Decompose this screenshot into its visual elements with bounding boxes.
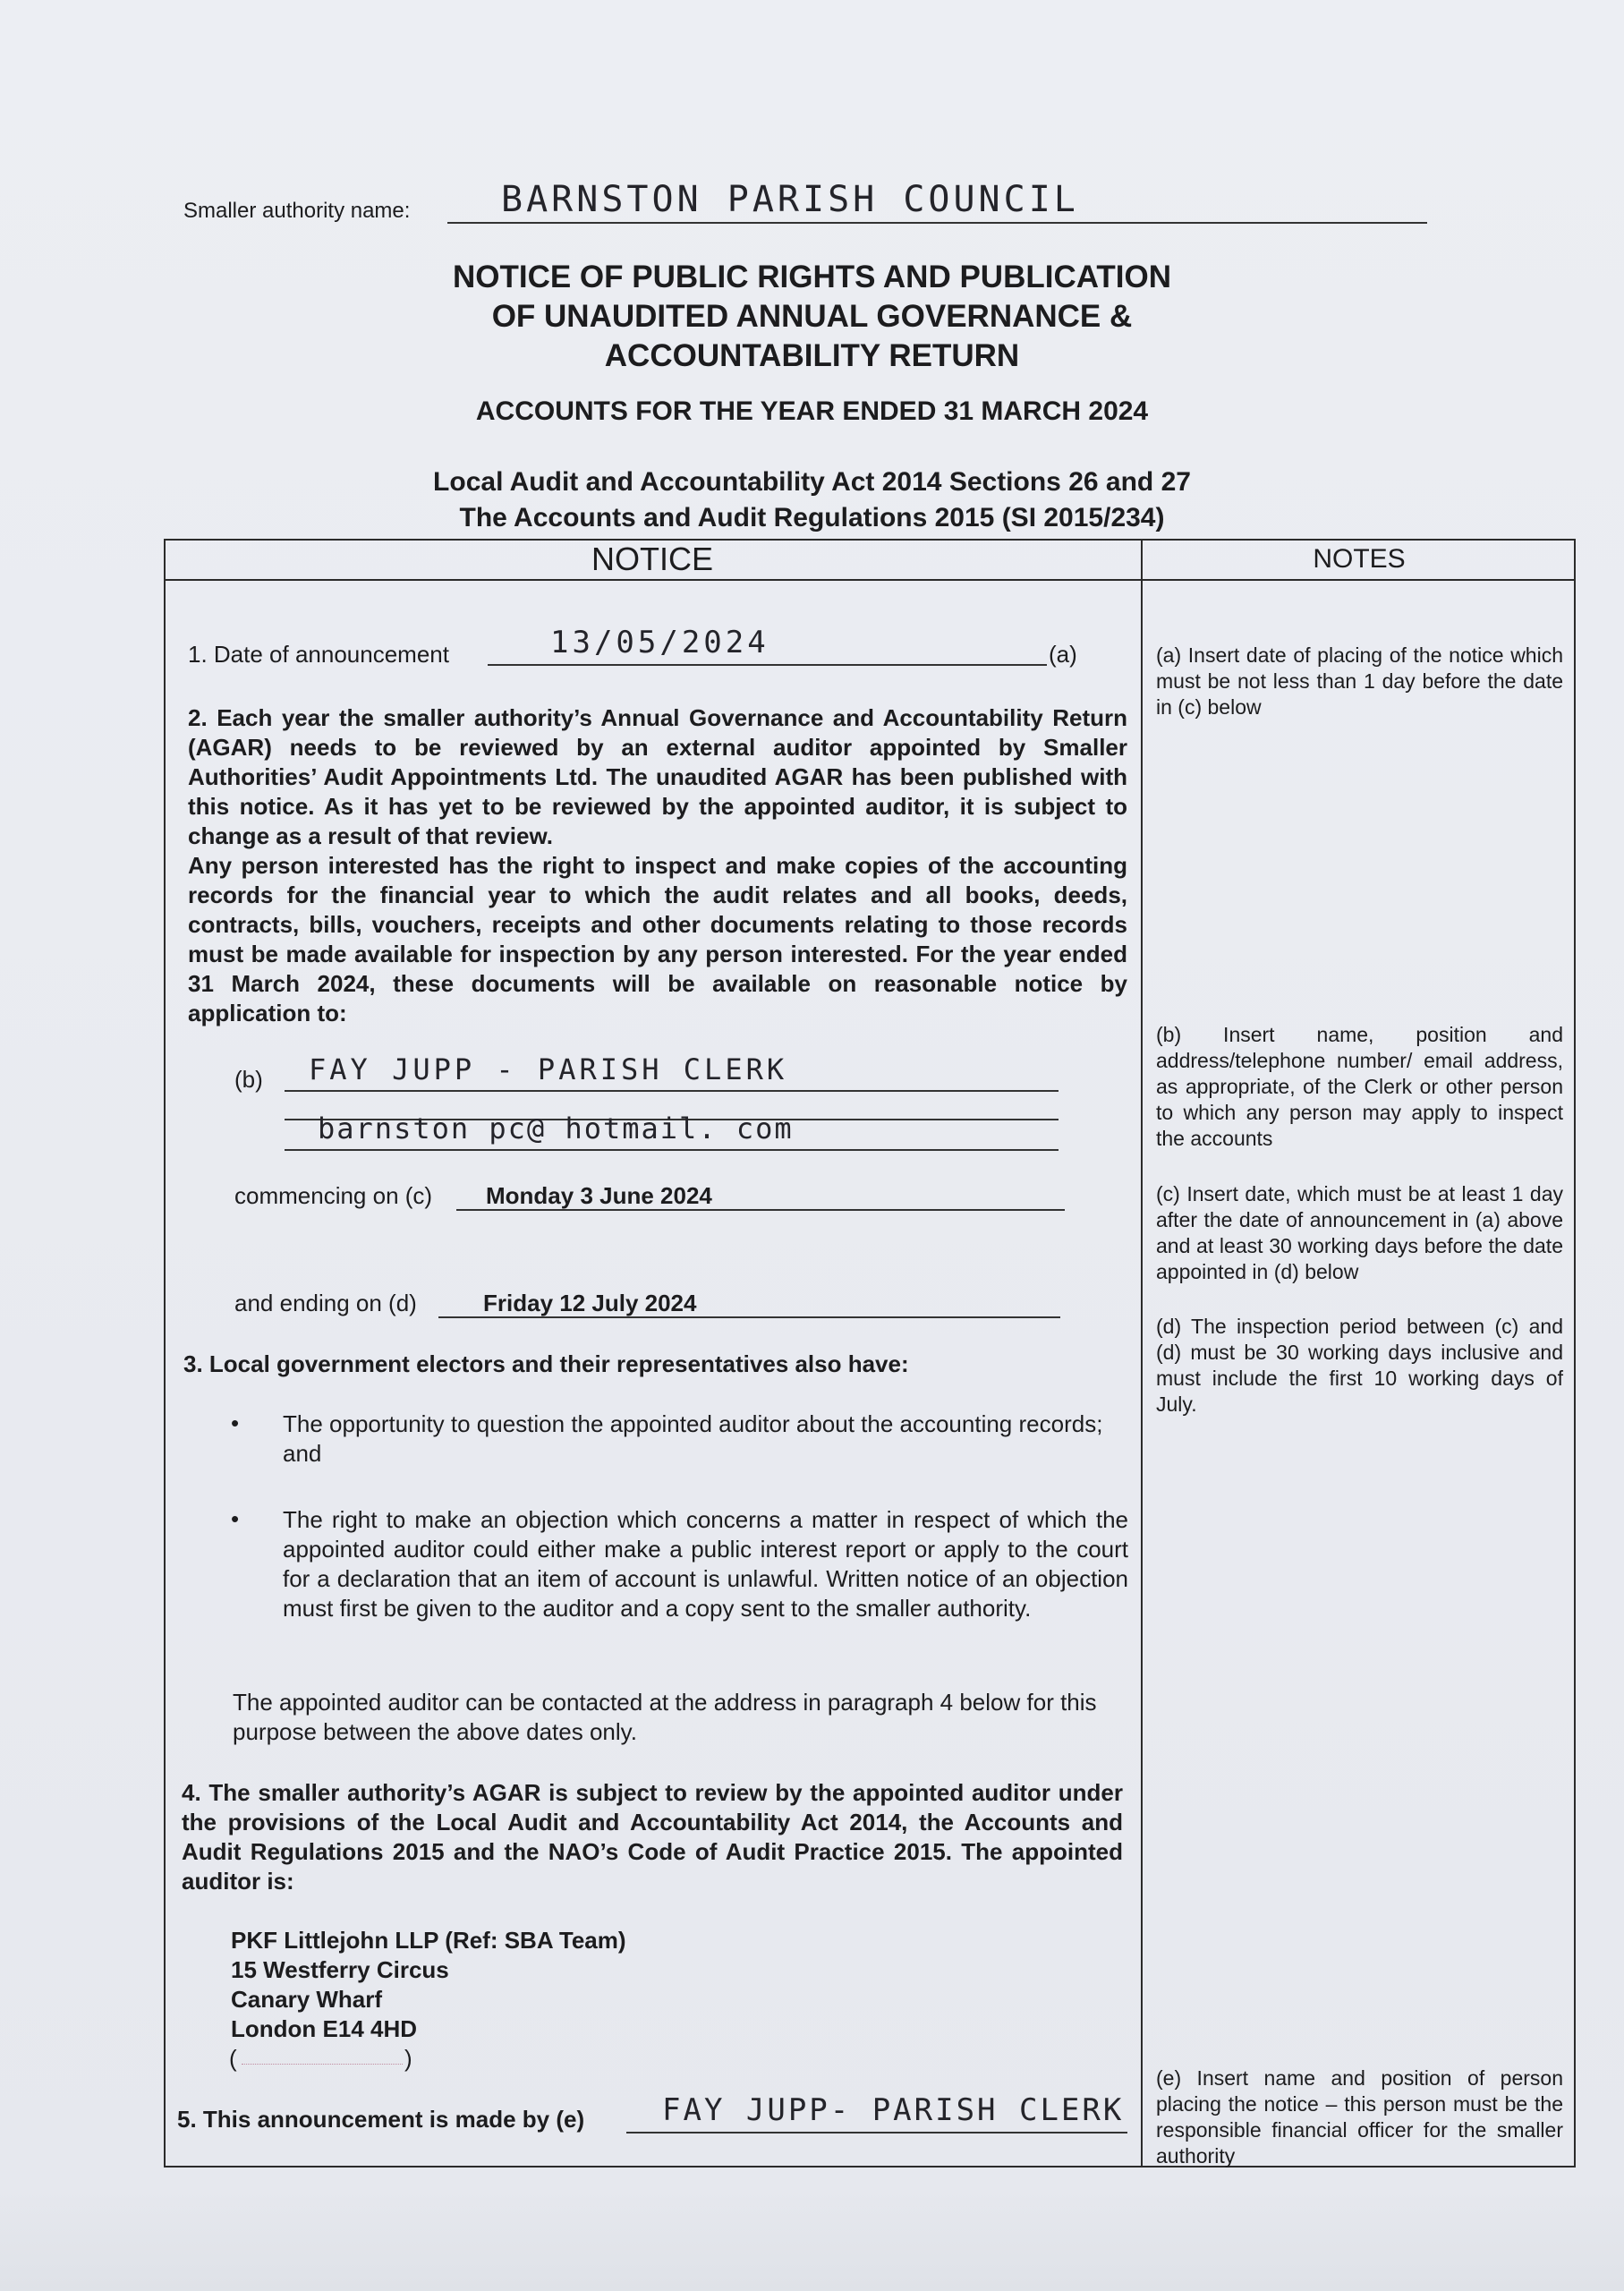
- clerk-email-handwritten: barnston pc@ hotmail. com: [318, 1111, 794, 1146]
- auditor-address-4: London E14 4HD: [231, 2015, 418, 2042]
- auditor-address-close-paren: ): [404, 2045, 412, 2072]
- auditor-address-open-paren: (: [229, 2045, 237, 2072]
- notice-column-header: NOTICE: [591, 541, 713, 577]
- date-underline: [488, 664, 1047, 666]
- section-2-paragraph-2: Any person interested has the right to inspect and make copies of the accounting records for the financial year to which the audit relates and all books, deeds, contracts, bills, vouchers, receipts and other documents relating to those records must be made available for inspection by any person interested. For the year ended 31 March 2024, these documents will be available on reasonable notice by application to:: [188, 852, 1127, 1026]
- note-d: (d) The inspection period between (c) and (d) must be 30 working days inclusive and must include the first 10 working days of July.: [1156, 1315, 1563, 1416]
- note-e: (e) Insert name and position of person placing the notice – this person must be the responsible financial officer for the smaller authority: [1156, 2066, 1563, 2168]
- announcement-date-handwritten: 13/05/2024: [550, 625, 769, 660]
- bullet-1-marker: •: [231, 1410, 240, 1436]
- section-3-heading: 3. Local government electors and their representatives also have:: [183, 1350, 909, 1377]
- section-3-bullet-2: The right to make an objection which concerns a matter in respect of which the appointed auditor could either make a public interest report or apply to the court for a declaration that an item of account is unlawful. Written notice of an objection must first be given to the auditor and a copy sent to the smaller authority.: [283, 1506, 1128, 1622]
- accounts-subtitle: ACCOUNTS FOR THE YEAR ENDED 31 MARCH 2024: [475, 396, 1149, 426]
- title-line-1: NOTICE OF PUBLIC RIGHTS AND PUBLICATION: [452, 260, 1172, 294]
- note-a: (a) Insert date of placing of the notice which must be not less than 1 day before the date in (c) below: [1156, 643, 1563, 719]
- act-reference-2: The Accounts and Audit Regulations 2015 (SI 2015/234): [459, 503, 1165, 532]
- column-divider: [1141, 539, 1143, 2168]
- authority-name-handwritten: BARNSTON PARISH COUNCIL: [501, 179, 1079, 220]
- section-1-label: 1. Date of announcement: [188, 641, 449, 668]
- ending-label: and ending on (d): [234, 1290, 417, 1316]
- bullet-2-marker: •: [231, 1505, 240, 1532]
- auditor-address-2: 15 Westferry Circus: [231, 1956, 449, 1983]
- b-label: (b): [234, 1066, 263, 1093]
- authority-label: Smaller authority name:: [183, 199, 411, 223]
- title-line-2: OF UNAUDITED ANNUAL GOVERNANCE &: [491, 299, 1133, 334]
- b-underline-3: [285, 1149, 1059, 1151]
- section-5-underline: [626, 2132, 1127, 2133]
- section-1-suffix: (a): [1049, 641, 1077, 668]
- header-divider: [164, 579, 1576, 581]
- section-2-paragraph-1: 2. Each year the smaller authority’s Annual Governance and Accountability Return (AGAR) needs to be reviewed by an external auditor appointed by Smaller Authorities’ Audit Appointments Ltd. The unaudited AGAR has been published with this notice. As it has yet to be reviewed by the appointed auditor, it is subject to change as a result of that review.: [188, 704, 1127, 849]
- page-bottom-shading: [0, 2184, 1624, 2291]
- note-c: (c) Insert date, which must be at least 1 day after the date of announcement in (a) above and at least 30 working days before the date appointed in (d) below: [1156, 1182, 1563, 1283]
- section-4-text: 4. The smaller authority’s AGAR is subject to review by the appointed auditor under the provisions of the Local Audit and Accountability Act 2014, the Accounts and Audit Regulations 2015 and the NAO’s Code of Audit Practice 2015. The appointed auditor is:: [182, 1779, 1123, 1895]
- note-b: (b) Insert name, position and address/telephone number/ email address, as appropriate, of the Clerk or other person to which any person may apply to inspect the accounts: [1156, 1023, 1563, 1150]
- commencing-date: Monday 3 June 2024: [486, 1182, 712, 1209]
- auditor-address-3: Canary Wharf: [231, 1986, 383, 2013]
- ending-date: Friday 12 July 2024: [483, 1290, 697, 1316]
- section-5-label: 5. This announcement is made by (e): [177, 2106, 585, 2133]
- redacted-line: [242, 2064, 403, 2065]
- title-line-3: ACCOUNTABILITY RETURN: [604, 338, 1020, 373]
- authority-underline: [447, 222, 1427, 224]
- announcer-name-handwritten: FAY JUPP- PARISH CLERK: [662, 2092, 1125, 2128]
- section-3-closing: The appointed auditor can be contacted at the address in paragraph 4 below for this purpose between the above dates only.: [233, 1689, 1097, 1745]
- act-reference-1: Local Audit and Accountability Act 2014 Sections 26 and 27: [433, 467, 1191, 497]
- clerk-name-handwritten: FAY JUPP - PARISH CLERK: [309, 1052, 788, 1086]
- notes-column-header: NOTES: [1313, 544, 1406, 574]
- auditor-address-1: PKF Littlejohn LLP (Ref: SBA Team): [231, 1927, 626, 1954]
- b-underline-1: [285, 1090, 1059, 1092]
- section-3-bullet-1: The opportunity to question the appointed auditor about the accounting records; and: [283, 1410, 1103, 1467]
- commencing-label: commencing on (c): [234, 1182, 433, 1209]
